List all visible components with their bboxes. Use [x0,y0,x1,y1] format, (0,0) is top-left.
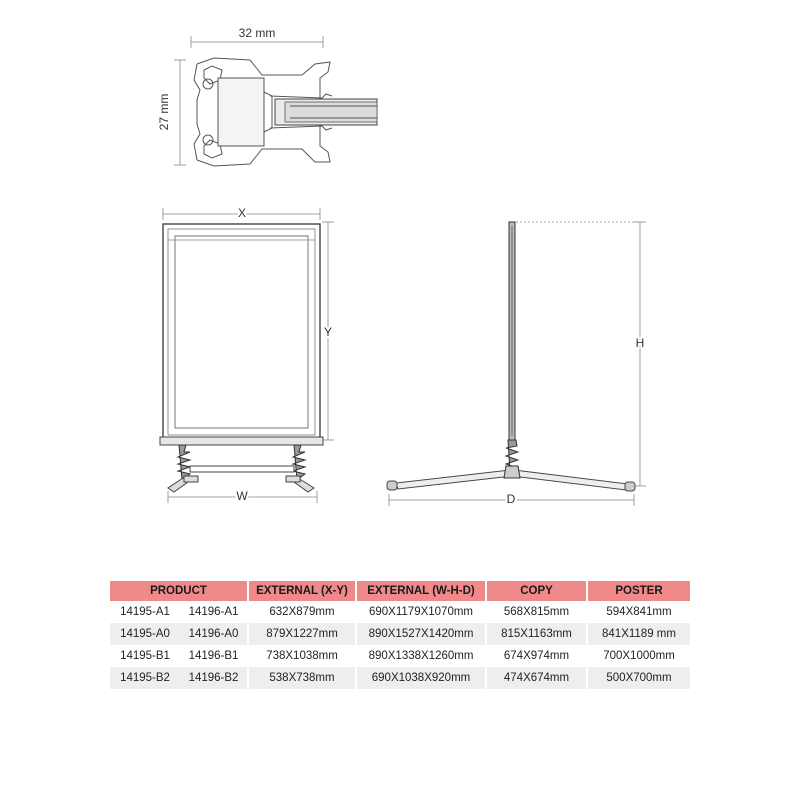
header-product: PRODUCT [110,581,248,601]
spring-right [293,445,305,480]
cell-external-xy: 632X879mm [248,601,356,623]
table-row [110,645,690,667]
cell-code-b: 14196-A1 [188,606,239,618]
spring-left [178,445,190,480]
profile-width-label: 32 mm [238,26,276,40]
front-view [160,206,334,503]
cell-copy: 568X815mm [486,601,587,623]
poster-frame [163,224,320,440]
cell-external-whd: 690X1038X920mm [356,667,486,689]
header-external-whd: EXTERNAL (W-H-D) [356,581,486,601]
table-row [110,667,690,689]
cell-code-a: 14195-A0 [110,623,180,645]
profile-height-label: 27 mm [157,93,171,131]
table-row [110,601,690,623]
cell-code-a: 14195-B2 [110,667,180,689]
cell-code-a: 14195-B1 [120,650,170,662]
table-header-row [110,581,690,601]
cell-poster: 594X841mm [587,601,690,623]
cell-external-whd: 890X1527X1420mm [356,623,486,645]
header-copy: COPY [486,581,587,601]
cell-code-b: 14196-B2 [180,667,248,689]
cell-poster: 500X700mm [587,667,690,689]
cell-external-whd: 890X1338X1260mm [356,645,486,667]
cell-code-b: 14196-A0 [180,623,248,645]
cell-external-xy: 738X1038mm [248,645,356,667]
cell-poster: 700X1000mm [587,645,690,667]
header-poster: POSTER [587,581,690,601]
cell-copy: 474X674mm [486,667,587,689]
side-view [387,222,646,506]
y-label: Y [323,325,333,339]
cell-external-xy: 538X738mm [248,667,356,689]
cell-poster: 841X1189 mm [587,623,690,645]
cell-external-whd: 690X1179X1070mm [356,601,486,623]
cell-code-b: 14196-B1 [188,650,239,662]
x-label: X [237,206,247,220]
h-label: H [635,336,645,350]
cell-code-a: 14195-A1 [120,606,170,618]
table-row [110,623,690,645]
profile-section [157,26,377,166]
header-external-xy: EXTERNAL (X-Y) [248,581,356,601]
cell-external-xy: 879X1227mm [248,623,356,645]
d-label: D [506,492,516,506]
cell-copy: 674X974mm [486,645,587,667]
spec-table [110,581,690,689]
cell-copy: 815X1163mm [486,623,587,645]
w-label: W [236,489,248,503]
